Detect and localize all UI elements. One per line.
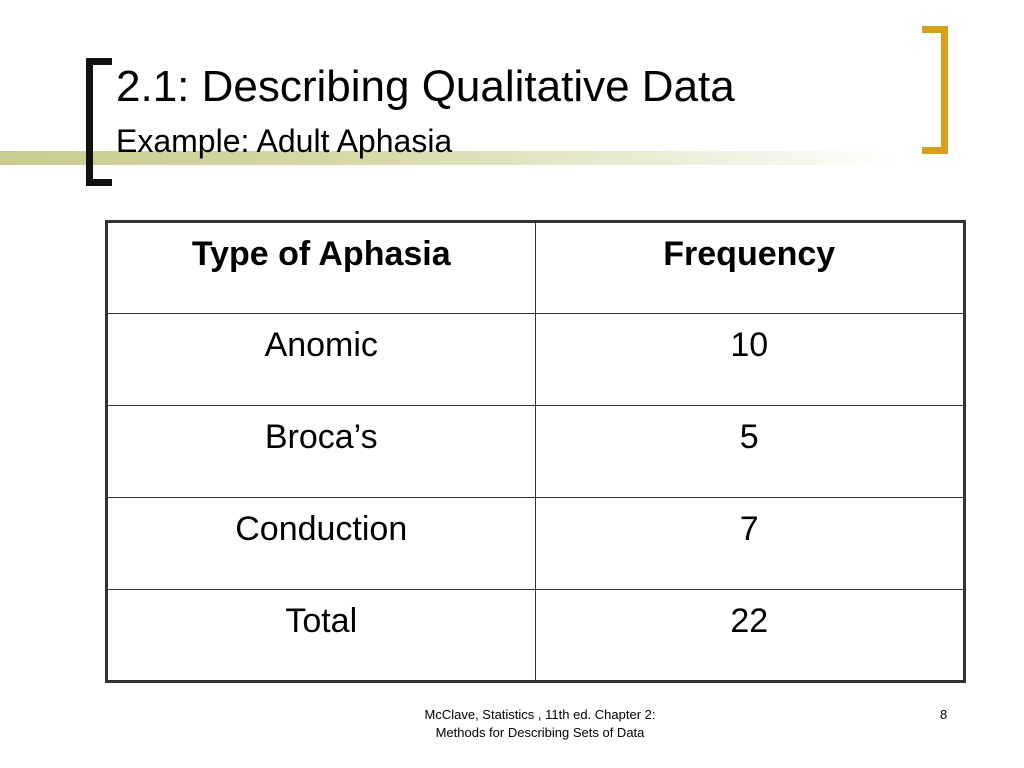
- header-frequency: Frequency: [535, 222, 965, 314]
- footer-line-1: McClave, Statistics , 11th ed. Chapter 2:: [424, 707, 656, 722]
- page-number: 8: [940, 707, 948, 722]
- cell-type: Broca’s: [107, 406, 536, 498]
- table-header-row: [107, 222, 965, 314]
- footer-line-2: Methods for Describing Sets of Data: [435, 725, 645, 740]
- header-type-of-aphasia: Type of Aphasia: [107, 222, 536, 314]
- slide-title: 2.1: Describing Qualitative Data: [116, 62, 735, 111]
- table-row: [107, 406, 965, 498]
- left-bracket-decoration: [86, 58, 112, 186]
- cell-frequency: 5: [535, 406, 965, 498]
- right-bracket-decoration: [922, 26, 948, 154]
- cell-frequency: 10: [535, 314, 965, 406]
- footer-citation: [380, 706, 700, 742]
- cell-type: Total: [107, 590, 536, 682]
- table-row-total: [107, 590, 965, 682]
- cell-type: Anomic: [107, 314, 536, 406]
- slide-subtitle: Example: Adult Aphasia: [116, 123, 453, 159]
- frequency-table: [105, 220, 966, 683]
- cell-frequency: 7: [535, 498, 965, 590]
- table-row: [107, 498, 965, 590]
- table-row: [107, 314, 965, 406]
- cell-frequency: 22: [535, 590, 965, 682]
- cell-type: Conduction: [107, 498, 536, 590]
